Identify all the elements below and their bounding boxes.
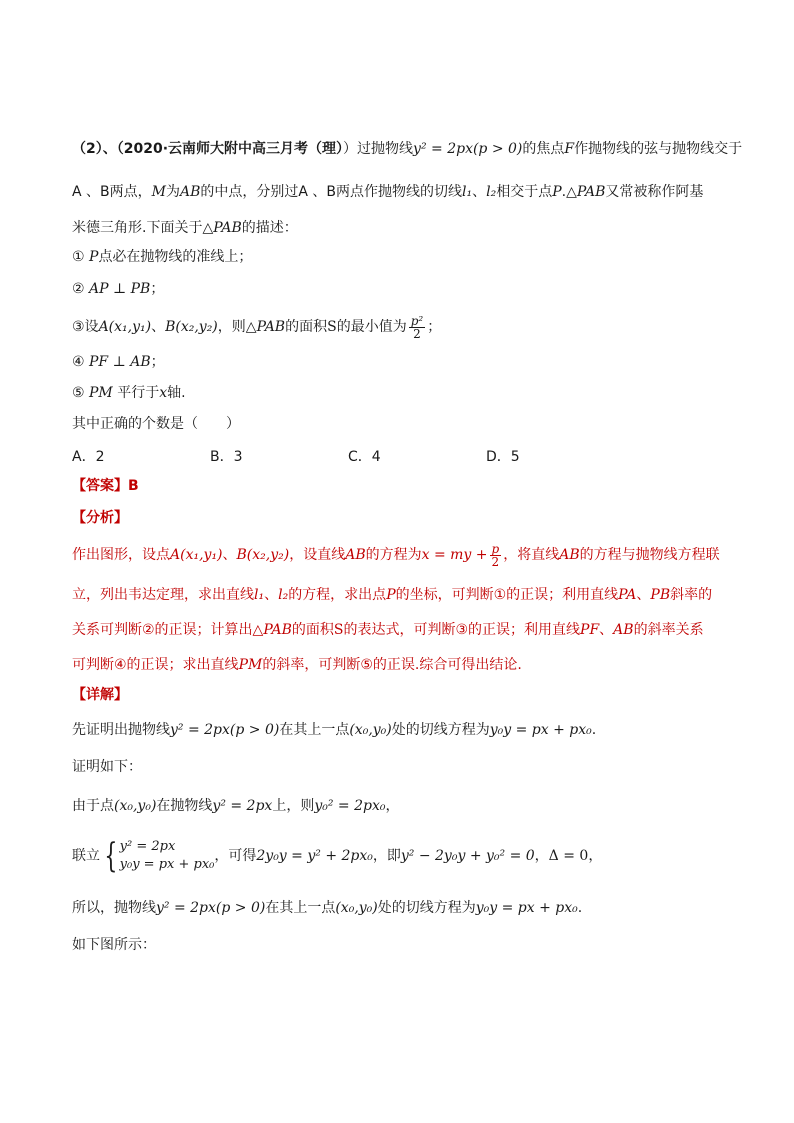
option-a: A．2 (72, 449, 105, 465)
detail-text: . (577, 900, 583, 916)
question-number: （2）、（ (72, 141, 124, 157)
detail-text: 所以，抛物线 (72, 900, 156, 916)
separator: 、 (636, 587, 651, 603)
midpoint-symbol: M (151, 184, 166, 200)
perpendicular-expression: PF ⊥ AB (89, 354, 151, 370)
separator: 、 (151, 319, 166, 335)
statement-4 (72, 352, 165, 372)
analysis-label: 【分析】 (72, 510, 128, 526)
question-line-1 (72, 139, 742, 159)
analysis-line-2 (72, 585, 712, 605)
analysis-text: ，将直线 (503, 547, 560, 563)
segment-symbol: PB (650, 587, 671, 603)
axis-symbol: x (159, 385, 168, 401)
answer-label: 【答案】 (72, 478, 128, 494)
segment-symbol: PM (89, 385, 113, 401)
analysis-text: 作出图形，设点 (72, 547, 170, 563)
detail-text: 先证明出抛物线 (72, 722, 170, 738)
detail-text: ， (385, 798, 400, 814)
analysis-text: 的方程，求出点 (288, 587, 387, 603)
fraction-numerator: p² (410, 313, 424, 328)
analysis-text: 的表达式，可判断③的正误；利用直线 (343, 622, 581, 638)
triangle-symbol: PAB (263, 622, 292, 638)
statement-text: 轴. (167, 385, 186, 401)
detail-text: 处的切线方程为 (391, 722, 490, 738)
question-line-2 (72, 182, 703, 202)
question-text: 相交于点 (496, 184, 553, 200)
separator: 、 (264, 587, 279, 603)
detail-label: 【详解】 (72, 687, 128, 703)
parabola-equation: y² = 2px (212, 798, 273, 814)
segment-symbol: PF (580, 622, 600, 638)
fraction-denominator: 2 (413, 326, 421, 341)
tangent-equation: y₀y = px + px₀ (475, 900, 578, 916)
question-text: 为 (165, 184, 180, 200)
parabola-equation: y² = 2px(p > 0) (170, 722, 280, 738)
question-text: 米德三角形.下面关于△ (72, 220, 214, 236)
point-symbol: P (89, 249, 99, 265)
analysis-text: 的方程与抛物线方程联 (579, 547, 720, 563)
segment-symbol: PA (618, 587, 637, 603)
detail-text: 由于点 (72, 798, 114, 814)
statement-marker: ① (72, 249, 85, 265)
quadratic-equation: y² − 2y₀y + y₀² = 0 (400, 848, 535, 864)
detail-text: ，可得 (214, 848, 257, 864)
statement-text: ，则△ (217, 319, 257, 335)
detail-line-1 (72, 720, 596, 740)
analysis-text: 立，列出韦达定理，求出直线 (72, 587, 254, 603)
point-on-parabola-equation: y₀² = 2px₀ (314, 798, 386, 814)
triangle-symbol: PAB (256, 319, 286, 335)
question-text: 的中点，分别过A 、B两点作抛物线的切线 (200, 184, 463, 200)
separator: 、 (222, 547, 237, 563)
triangle-symbol: PAB (576, 184, 606, 200)
detail-text: ，即 (372, 848, 401, 864)
separator: 、 (599, 622, 614, 638)
detail-text: . (591, 722, 597, 738)
detail-text: 处的切线方程为 (377, 900, 476, 916)
segment-symbol: AB (179, 184, 201, 200)
detail-text: 在其上一点 (279, 722, 350, 738)
question-text: 作抛物线的弦与抛物线交于 (574, 141, 743, 157)
analysis-text: 的坐标，可判断①的正误；利用直线 (395, 587, 619, 603)
area-symbol: S (327, 319, 337, 335)
separator: ， (534, 848, 549, 864)
segment-symbol: AB (613, 622, 634, 638)
fraction-p-over-2 (490, 543, 502, 568)
separator: ， (588, 848, 603, 864)
analysis-line-1 (72, 540, 720, 570)
statement-text: 点必在抛物线的准线上； (98, 249, 253, 265)
analysis-text: ，设直线 (289, 547, 346, 563)
analysis-text: 关系可判断②的正误；计算出△ (72, 622, 264, 638)
parabola-equation: y² = 2px(p > 0) (413, 141, 523, 157)
question-text: 的焦点 (522, 141, 565, 157)
point-b-coords: B(x₂,y₂) (165, 319, 218, 335)
answer-line (72, 476, 139, 496)
analysis-text: 斜率的 (670, 587, 713, 603)
statement-marker: ④ (72, 354, 85, 370)
triangle-symbol: PAB (213, 220, 242, 236)
analysis-text: 的方程为 (365, 547, 422, 563)
question-text: ）过抛物线 (343, 141, 414, 157)
detail-line-5 (72, 898, 582, 918)
statement-text: ； (150, 354, 165, 370)
statement-text: 的最小值为 (336, 319, 407, 335)
tangent-symbol: l₁ (462, 184, 473, 200)
statement-5 (72, 383, 186, 403)
statement-marker: ③设 (72, 319, 99, 335)
point-coords: (x₀,y₀) (349, 722, 392, 738)
tangent-symbol: l₂ (486, 184, 497, 200)
question-prompt: 其中正确的个数是（ ） (72, 416, 240, 432)
tangent-equation: y₀y = px + px₀ (489, 722, 592, 738)
segment-symbol: AB (345, 547, 366, 563)
analysis-line-4 (72, 655, 522, 675)
discriminant-equation: Δ = 0 (548, 848, 589, 864)
point-symbol: P (386, 587, 396, 603)
question-text: 的描述： (241, 220, 298, 236)
point-a-coords: A(x₁,y₁) (98, 319, 152, 335)
segment-symbol: PM (238, 657, 263, 673)
detail-line-4 (72, 834, 602, 878)
combined-equation: 2y₀y = y² + 2px₀ (256, 848, 373, 864)
tangent-symbol: l₂ (278, 587, 289, 603)
tangent-symbol: l₁ (254, 587, 265, 603)
question-text: .△ (561, 184, 577, 200)
detail-text: 联立 (72, 848, 100, 864)
statement-marker: ② (72, 281, 85, 297)
option-c: C．4 (348, 449, 381, 465)
statement-text: 平行于 (117, 385, 160, 401)
detail-text: 在抛物线 (156, 798, 213, 814)
separator: 、 (472, 184, 487, 200)
detail-text: 在其上一点 (265, 900, 336, 916)
detail-line-2: 证明如下： (72, 759, 142, 775)
segment-symbol: AB (559, 547, 580, 563)
point-coords: (x₀,y₀) (335, 900, 378, 916)
statement-text: ； (427, 319, 442, 335)
analysis-text: 可判断④的正误；求出直线 (72, 657, 239, 673)
point-symbol: P (552, 184, 562, 200)
focus-symbol: F (564, 141, 575, 157)
statement-1 (72, 247, 252, 267)
equation-system (120, 838, 215, 874)
system-equation-2: y₀y = px + px₀ (119, 857, 215, 872)
question-text: A 、B两点， (72, 184, 152, 200)
detail-line-6: 如下图所示： (72, 937, 156, 953)
point-coords: (x₀,y₀) (114, 798, 157, 814)
point-b-coords: B(x₂,y₂) (236, 547, 290, 563)
statement-2 (72, 279, 164, 299)
area-symbol: S (333, 622, 344, 638)
point-a-coords: A(x₁,y₁) (170, 547, 223, 563)
option-b: B．3 (210, 449, 243, 465)
detail-line-3 (72, 796, 399, 816)
question-source: 2020·云南师大附中高三月考（理） (123, 141, 344, 157)
statement-text: 的面积 (285, 319, 328, 335)
system-brace: { (104, 836, 118, 876)
fraction-numerator: p (491, 541, 500, 556)
analysis-text: 的斜率，可判断⑤的正误.综合可得出结论. (262, 657, 522, 673)
question-text: 又常被称作阿基 (605, 184, 704, 200)
question-line-3 (72, 218, 298, 238)
fraction-p2-over-2 (409, 315, 426, 340)
detail-text: 上，则 (272, 798, 315, 814)
analysis-text: 的斜率关系 (633, 622, 704, 638)
statement-text: ； (150, 281, 165, 297)
line-equation: x = my + (421, 547, 488, 563)
analysis-text: 的面积 (291, 622, 334, 638)
fraction-denominator: 2 (491, 554, 500, 569)
system-equation-1: y² = 2px (119, 839, 176, 854)
statement-marker: ⑤ (72, 385, 85, 401)
perpendicular-expression: AP ⊥ PB (89, 281, 151, 297)
answer-value: B (128, 478, 139, 494)
statement-3 (72, 312, 441, 342)
option-d: D．5 (486, 449, 520, 465)
analysis-line-3 (72, 620, 704, 640)
parabola-equation: y² = 2px(p > 0) (156, 900, 266, 916)
